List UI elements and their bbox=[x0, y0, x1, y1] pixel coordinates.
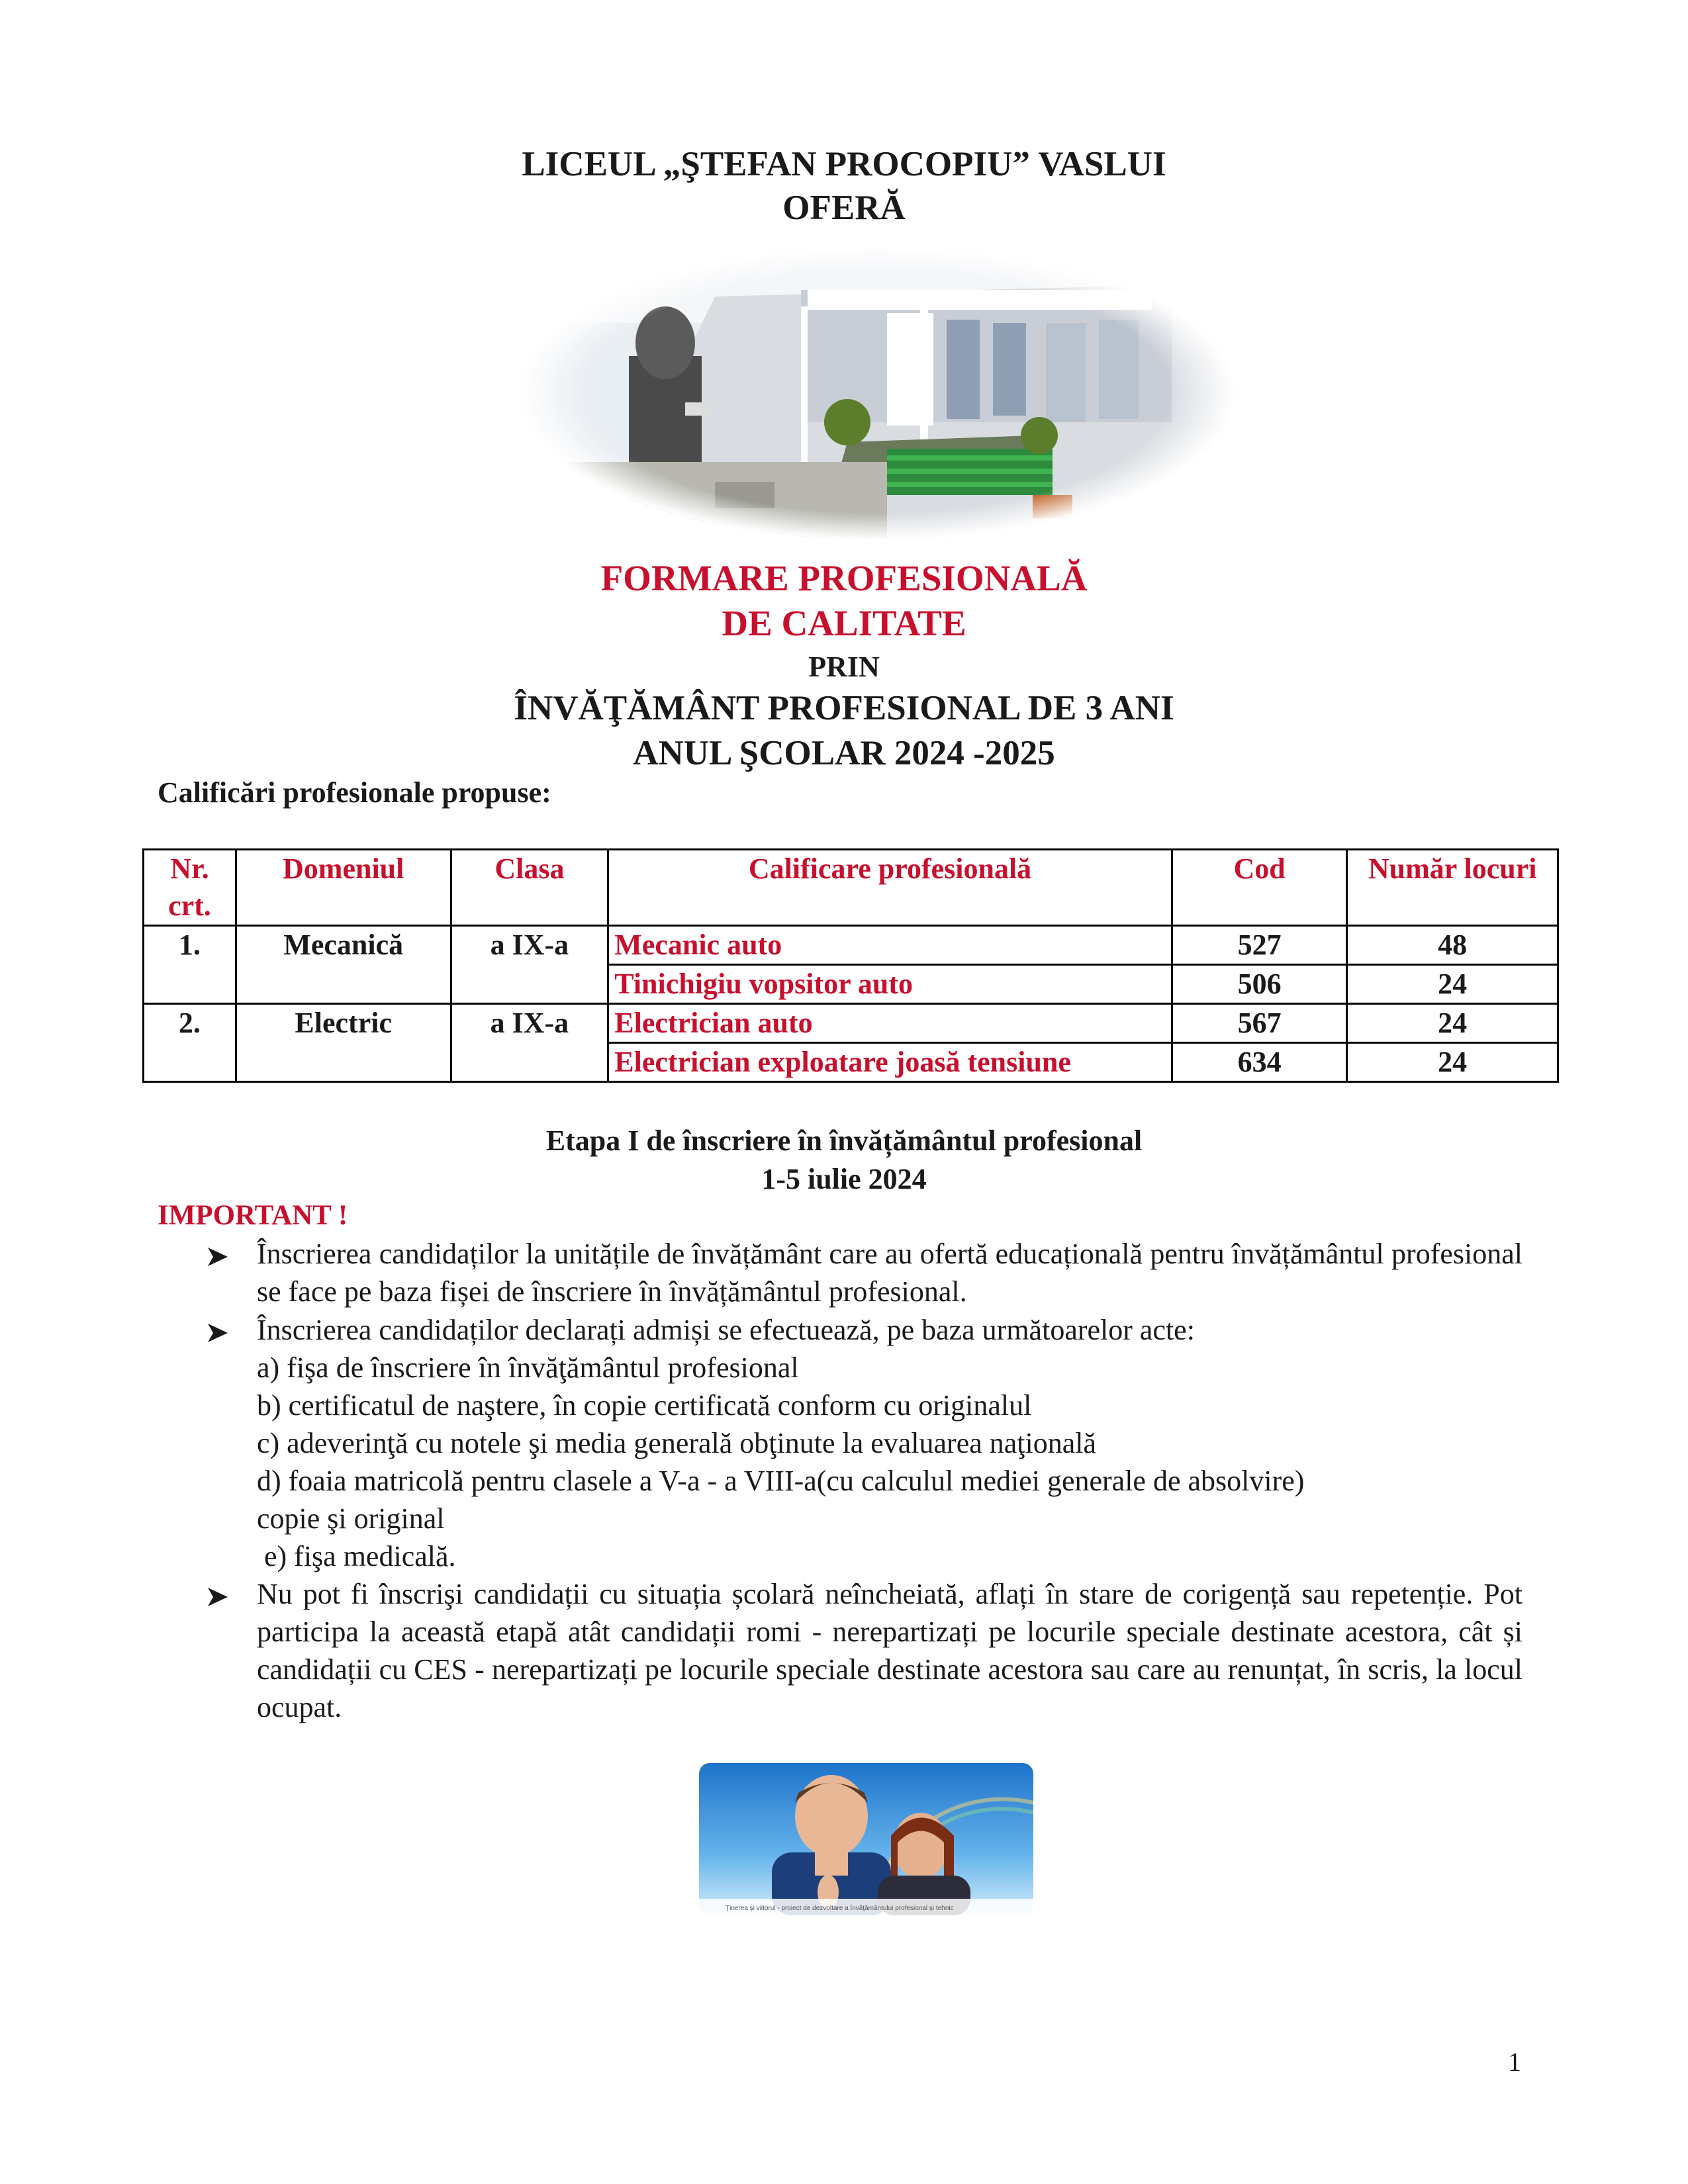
header-domain: Domeniul bbox=[236, 850, 451, 926]
cell-nr: 1. bbox=[144, 926, 236, 965]
arrow-bullet-icon bbox=[207, 1311, 229, 1349]
cell-domain-empty bbox=[236, 965, 451, 1004]
qualifications-label: Calificări profesionale propuse: bbox=[158, 776, 551, 809]
cell-domain: Electric bbox=[236, 1004, 451, 1043]
school-year-heading: ANUL ŞCOLAR 2024 -2025 bbox=[633, 734, 1055, 772]
cell-code: 506 bbox=[1172, 965, 1347, 1004]
table-row bbox=[144, 1043, 1558, 1082]
doc-item-d-continued: copie şi original bbox=[257, 1502, 445, 1535]
table-row bbox=[144, 965, 1558, 1004]
qualifications-table bbox=[142, 848, 1559, 1083]
cell-class-empty bbox=[451, 1043, 608, 1082]
enrollment-stage-title: Etapa I de înscriere în învățământul profesional bbox=[545, 1124, 1143, 1157]
doc-item-c: c) adeverinţă cu notele şi media generală obţinute la evaluarea naţională bbox=[257, 1427, 1097, 1459]
bullet-enrollment-basis: Înscrierea candidaților la unitățile de învățământ care au ofertă educațională pentru învățământul profesional se face pe baza fișei de înscriere în învățământul profesional. bbox=[257, 1238, 1523, 1308]
cell-class: a IX-a bbox=[451, 926, 608, 965]
through-heading: PRIN bbox=[808, 651, 880, 683]
cell-seats: 24 bbox=[1347, 1043, 1558, 1082]
offers-heading: OFERĂ bbox=[782, 189, 906, 227]
cell-class: a IX-a bbox=[451, 1004, 608, 1043]
header-code: Cod bbox=[1172, 850, 1347, 926]
cell-class-empty bbox=[451, 965, 608, 1004]
photo-caption: Ţinerea şi viitorul - proiect de dezvoltare a învăţământului profesional şi tehnic bbox=[726, 1905, 954, 1912]
cell-code: 527 bbox=[1172, 926, 1347, 965]
table-row bbox=[144, 1004, 1558, 1043]
cell-qualification: Mecanic auto bbox=[608, 926, 1172, 965]
header-seats: Număr locuri bbox=[1347, 850, 1558, 926]
enrollment-stage-dates: 1-5 iulie 2024 bbox=[761, 1163, 927, 1195]
bullet-admitted-documents: Înscrierea candidaților declarați admiși se efectuează, pe baza următoarelor acte: bbox=[257, 1314, 1195, 1346]
cell-domain: Mecanică bbox=[236, 926, 451, 965]
arrow-bullet-icon bbox=[207, 1235, 229, 1273]
bullet-not-eligible: Nu pot fi înscrişi candidații cu situația școlară neîncheiată, aflați în stare de corigență sau repetenție. Pot participa la această etapă atât candidații romi - nerepartizați pe locurile speciale destinate acestora, cât și candidații cu CES - nerepartizați pe locurile speciale destinate acestora sau care au renunțat, în scris, la locul ocupat. bbox=[257, 1578, 1523, 1723]
cell-qualification: Electrician auto bbox=[608, 1004, 1172, 1043]
important-label: IMPORTANT ! bbox=[158, 1200, 348, 1231]
cell-qualification: Electrician exploatare joasă tensiune bbox=[608, 1043, 1172, 1082]
cell-nr-empty bbox=[144, 1043, 236, 1082]
table-row bbox=[144, 926, 1558, 965]
training-heading-line1: FORMARE PROFESIONALĂ bbox=[600, 558, 1088, 598]
cell-nr-empty bbox=[144, 965, 236, 1004]
page-number: 1 bbox=[1508, 2047, 1521, 2077]
cell-domain-empty bbox=[236, 1043, 451, 1082]
doc-item-a: a) fişa de înscriere în învăţământul profesional bbox=[257, 1351, 799, 1384]
cell-code: 567 bbox=[1172, 1004, 1347, 1043]
students-photo bbox=[699, 1763, 1033, 1955]
cell-nr: 2. bbox=[144, 1004, 236, 1043]
header-nr: Nr. crt. bbox=[144, 850, 236, 926]
arrow-bullet-icon bbox=[207, 1575, 229, 1613]
education-heading: ÎNVĂŢĂMÂNT PROFESIONAL DE 3 ANI bbox=[514, 689, 1174, 727]
cell-qualification: Tinichigiu vopsitor auto bbox=[608, 965, 1172, 1004]
header-class: Clasa bbox=[451, 850, 608, 926]
cell-seats: 24 bbox=[1347, 1004, 1558, 1043]
cell-seats: 48 bbox=[1347, 926, 1558, 965]
doc-item-d: d) foaia matricolă pentru clasele a V-a - a VIII-a(cu calculul mediei generale de absolvire) bbox=[257, 1465, 1305, 1497]
cell-code: 634 bbox=[1172, 1043, 1347, 1082]
table-header-row bbox=[144, 850, 1558, 926]
school-title: LICEUL „ŞTEFAN PROCOPIU” VASLUI bbox=[522, 145, 1166, 183]
training-heading-line2: DE CALITATE bbox=[722, 603, 966, 643]
doc-item-b: b) certificatul de naştere, în copie certificată conform cu originalul bbox=[257, 1389, 1032, 1422]
school-building-photo bbox=[516, 244, 1238, 541]
doc-item-e: e) fişa medicală. bbox=[257, 1540, 456, 1572]
header-qualification: Calificare profesională bbox=[608, 850, 1172, 926]
cell-seats: 24 bbox=[1347, 965, 1558, 1004]
